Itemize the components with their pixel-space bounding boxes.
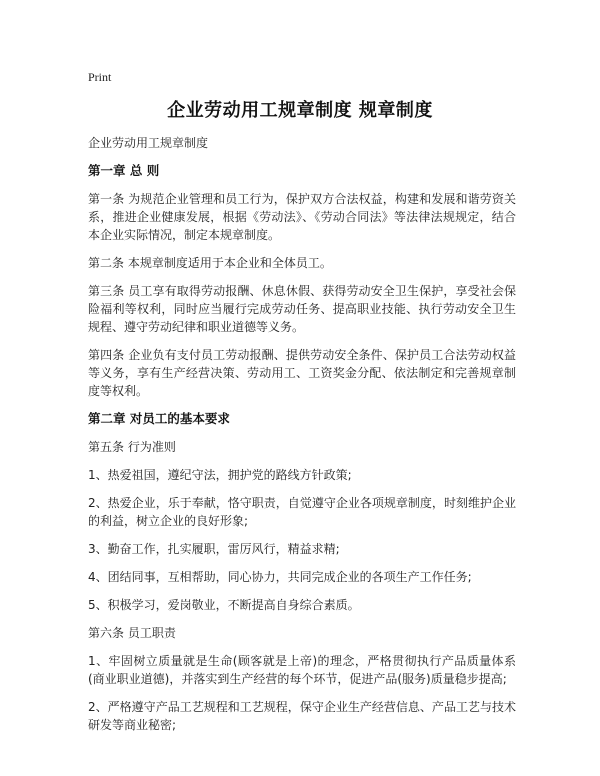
article-5-item-5: 5、积极学习，爱岗敬业，不断提高自身综合素质。	[88, 598, 360, 612]
article-5-title: 第五条 行为准则	[88, 440, 176, 454]
chapter-1-heading: 第一章 总 则	[88, 163, 160, 178]
article-4: 第四条 企业负有支付员工劳动报酬、提供劳动安全条件、保护员工合法劳动权益等义务，享有生产经营决策、劳动用工、工资奖金分配、依法制定和完善规章制度等权利。	[88, 348, 516, 398]
chapter-2-heading: 第二章 对员工的基本要求	[88, 411, 230, 426]
print-link[interactable]: Print	[88, 70, 112, 84]
article-5-item-4: 4、团结同事，互相帮助，同心协力，共同完成企业的各项生产工作任务;	[88, 570, 472, 584]
article-2: 第二条 本规章制度适用于本企业和全体员工。	[88, 256, 332, 270]
article-5-item-2: 2、热爱企业，乐于奉献，恪守职责，自觉遵守企业各项规章制度，时刻维护企业的利益，树立企业的良好形象;	[88, 496, 516, 528]
article-3: 第三条 员工享有取得劳动报酬、休息休假、获得劳动安全卫生保护，享受社会保险福利等权利，同时应当履行完成劳动任务、提高职业技能、执行劳动安全卫生规程、遵守劳动纪律和职业道德等义务。	[88, 284, 516, 334]
article-6-item-2: 2、严格遵守产品工艺规程和工艺规程，保守企业生产经营信息、产品工艺与技术研发等商业秘密;	[88, 700, 516, 732]
article-5-item-1: 1、热爱祖国，遵纪守法，拥护党的路线方针政策;	[88, 468, 352, 482]
article-5-item-3: 3、勤奋工作，扎实履职，雷厉风行，精益求精;	[88, 542, 340, 556]
article-6-title: 第六条 员工职责	[88, 626, 176, 640]
article-1: 第一条 为规范企业管理和员工行为，保护双方合法权益，构建和发展和谐劳资关系，推进企业健康发展，根据《劳动法》、《劳动合同法》等法律法规规定，结合本企业实际情况，制定本规章制度。	[88, 192, 516, 242]
document-body	[88, 134, 516, 744]
page-title: 企业劳动用工规章制度 规章制度	[167, 100, 433, 121]
article-6-item-1: 1、牢固树立质量就是生命(顾客就是上帝)的理念，严格贯彻执行产品质量体系(商业职业道德)，并落实到生产经营的每个环节，促进产品(服务)质量稳步提高;	[88, 654, 516, 686]
document-subtitle: 企业劳动用工规章制度	[88, 136, 209, 150]
